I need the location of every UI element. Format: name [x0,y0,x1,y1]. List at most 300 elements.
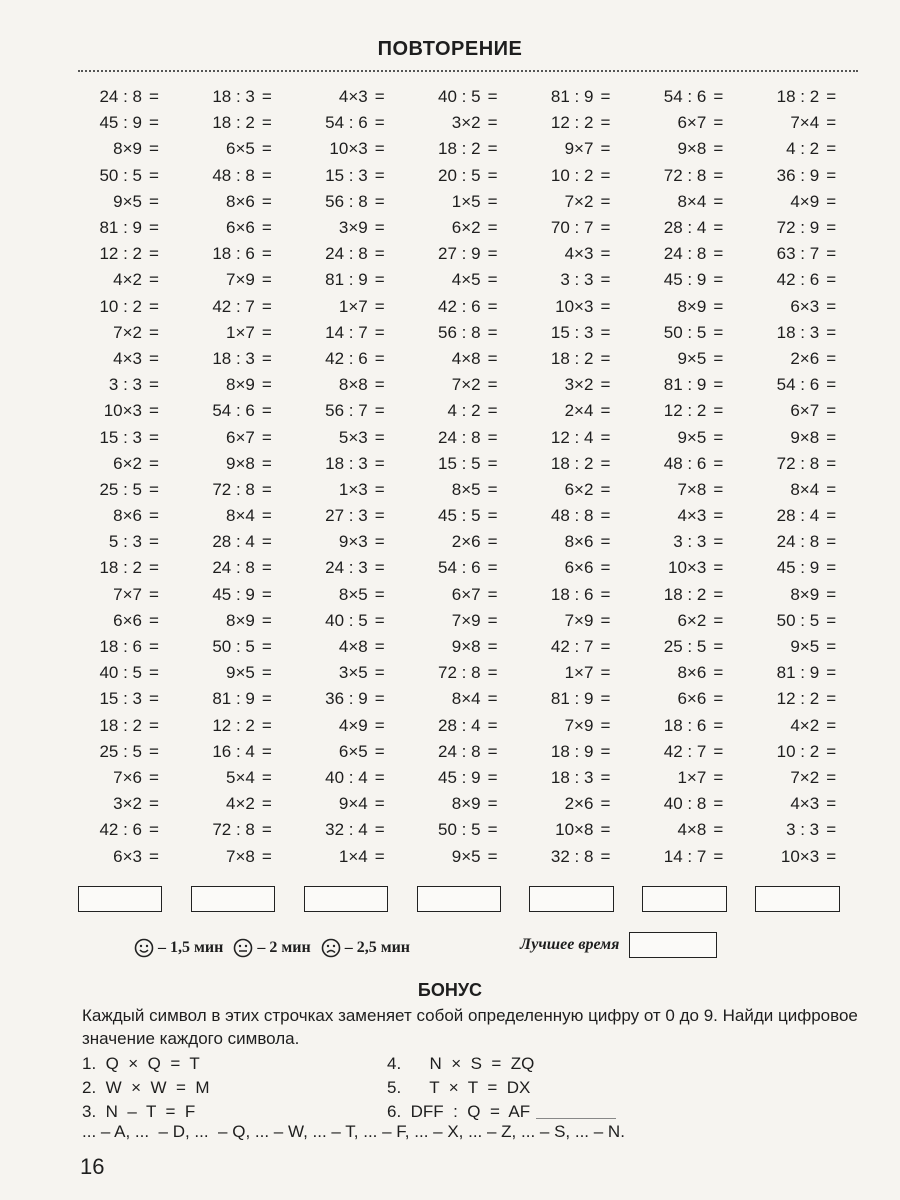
exercise-cell[interactable] [409,166,522,186]
exercise-cell[interactable] [296,611,409,631]
exercise-expression: 6×5 [226,139,255,159]
equals-sign: = [826,506,837,526]
exercise-cell[interactable] [747,349,860,369]
exercise-row [70,791,860,817]
exercise-cell[interactable] [183,558,296,578]
exercise-cell[interactable] [183,585,296,605]
equals-sign: = [261,113,272,133]
exercise-cell[interactable] [634,506,747,526]
equals-sign: = [826,637,837,657]
exercise-cell[interactable] [409,506,522,526]
exercise-cell[interactable] [634,637,747,657]
exercise-cell[interactable] [634,532,747,552]
exercise-expression: 3×5 [338,663,368,683]
exercise-cell[interactable] [747,637,860,657]
exercise-expression: 15 : 3 [325,165,368,185]
exercise-cell[interactable] [634,139,747,159]
time-answer-box[interactable] [191,886,275,912]
exercise-cell[interactable] [183,454,296,474]
exercise-expression: 8×6 [113,506,142,526]
exercise-cell[interactable] [521,506,634,526]
exercise-expression: 6×3 [113,846,142,866]
exercise-cell[interactable] [70,480,183,500]
exercise-cell[interactable] [70,428,183,448]
exercise-cell[interactable] [747,297,860,317]
exercise-cell[interactable] [296,663,409,683]
equals-sign: = [600,558,611,578]
exercise-cell[interactable] [70,847,183,867]
exercise-cell[interactable] [521,716,634,736]
exercise-cell[interactable] [409,323,522,343]
exercise-cell[interactable] [747,166,860,186]
exercise-expression: 8×5 [451,479,481,499]
exercise-cell[interactable] [296,585,409,605]
exercise-cell[interactable] [296,297,409,317]
exercise-cell[interactable] [70,192,183,212]
exercise-cell[interactable] [634,794,747,814]
exercise-cell[interactable] [521,218,634,238]
exercise-cell[interactable] [409,820,522,840]
exercise-cell[interactable] [747,401,860,421]
exercise-cell[interactable] [296,323,409,343]
exercise-cell[interactable] [521,742,634,762]
exercise-cell[interactable] [634,270,747,290]
exercise-expression: 9×8 [226,453,255,473]
exercise-cell[interactable] [747,244,860,264]
best-time-box[interactable] [629,932,717,958]
exercise-expression: 12 : 2 [99,244,142,264]
exercise-cell[interactable] [183,270,296,290]
best-time-label: Лучшее время [520,936,620,953]
exercise-cell[interactable] [296,847,409,867]
exercise-cell[interactable] [409,716,522,736]
exercise-cell[interactable] [70,87,183,107]
exercise-cell[interactable] [70,166,183,186]
time-answer-box[interactable] [304,886,388,912]
exercise-cell[interactable] [70,689,183,709]
exercise-cell[interactable] [409,244,522,264]
exercise-cell[interactable] [634,689,747,709]
exercise-cell[interactable] [409,558,522,578]
exercise-cell[interactable] [183,349,296,369]
exercise-expression: 42 : 6 [99,820,142,840]
exercise-cell[interactable] [634,480,747,500]
exercise-cell[interactable] [183,297,296,317]
exercise-cell[interactable] [70,218,183,238]
exercise-cell[interactable] [296,768,409,788]
exercise-cell[interactable] [521,166,634,186]
time-answer-box[interactable] [529,886,613,912]
exercise-cell[interactable] [634,297,747,317]
exercise-cell[interactable] [747,375,860,395]
exercise-cell[interactable] [409,349,522,369]
exercise-expression: 54 : 6 [212,401,255,421]
exercise-expression: 54 : 6 [325,113,368,133]
exercise-cell[interactable] [409,794,522,814]
exercise-cell[interactable] [747,663,860,683]
exercise-cell[interactable] [747,87,860,107]
exercise-cell[interactable] [409,270,522,290]
exercise-cell[interactable] [70,401,183,421]
exercise-cell[interactable] [183,113,296,133]
exercise-cell[interactable] [70,375,183,395]
equals-sign: = [149,558,159,578]
equals-sign: = [600,401,611,421]
exercise-cell[interactable] [521,139,634,159]
exercise-cell[interactable] [183,768,296,788]
exercise-row [70,634,860,660]
exercise-cell[interactable] [521,270,634,290]
exercise-cell[interactable] [70,113,183,133]
exercise-cell[interactable] [296,87,409,107]
exercise-expression: 3×2 [451,113,481,133]
exercise-expression: 63 : 7 [776,244,820,264]
exercise-expression: 18 : 2 [99,715,142,735]
exercise-cell[interactable] [747,532,860,552]
exercise-cell[interactable] [296,139,409,159]
exercise-cell[interactable] [409,113,522,133]
exercise-expression: 1×4 [338,846,368,866]
exercise-cell[interactable] [521,794,634,814]
equals-sign: = [261,296,272,316]
exercise-cell[interactable] [409,689,522,709]
exercise-cell[interactable] [409,585,522,605]
exercise-cell[interactable] [747,192,860,212]
exercise-cell[interactable] [634,166,747,186]
exercise-cell[interactable] [183,428,296,448]
exercise-cell[interactable] [70,716,183,736]
exercise-cell[interactable] [747,716,860,736]
equals-sign: = [826,689,837,709]
exercise-expression: 42 : 7 [212,296,255,316]
exercise-cell[interactable] [70,297,183,317]
exercise-cell[interactable] [296,637,409,657]
exercise-cell[interactable] [634,428,747,448]
answer-line[interactable] [536,1105,616,1119]
exercise-cell[interactable] [296,349,409,369]
exercise-cell[interactable] [634,401,747,421]
exercise-expression: 7×2 [113,322,142,342]
time-answer-box[interactable] [417,886,501,912]
exercise-cell[interactable] [70,506,183,526]
equals-sign: = [149,663,159,683]
exercise-expression: 2×6 [790,348,820,368]
exercise-cell[interactable] [747,611,860,631]
exercise-cell[interactable] [747,742,860,762]
exercise-cell[interactable] [521,637,634,657]
exercise-cell[interactable] [747,585,860,605]
exercise-expression: 18 : 2 [663,584,707,604]
equals-sign: = [374,270,385,290]
equals-sign: = [149,741,159,761]
equals-sign: = [487,139,498,159]
exercise-cell[interactable] [183,218,296,238]
exercise-expression: 24 : 8 [212,558,255,578]
exercise-cell[interactable] [183,532,296,552]
exercise-expression: 1×7 [677,767,707,787]
exercise-cell[interactable] [183,192,296,212]
exercise-cell[interactable] [70,558,183,578]
equals-sign: = [713,348,724,368]
exercise-cell[interactable] [296,454,409,474]
exercise-cell[interactable] [409,532,522,552]
exercise-cell[interactable] [409,192,522,212]
exercise-cell[interactable] [70,454,183,474]
exercise-cell[interactable] [183,87,296,107]
exercise-cell[interactable] [521,192,634,212]
time-answer-box[interactable] [642,886,726,912]
exercise-expression: 5×3 [338,427,368,447]
exercise-cell[interactable] [70,663,183,683]
exercise-cell[interactable] [634,585,747,605]
exercise-cell[interactable] [409,401,522,421]
exercise-cell[interactable] [409,139,522,159]
exercise-cell[interactable] [521,480,634,500]
exercise-cell[interactable] [747,270,860,290]
exercise-cell[interactable] [521,323,634,343]
exercise-cell[interactable] [296,375,409,395]
exercise-cell[interactable] [747,794,860,814]
exercise-expression: 8×6 [226,191,255,211]
exercise-cell[interactable] [747,218,860,238]
exercise-cell[interactable] [521,532,634,552]
exercise-cell[interactable] [183,166,296,186]
exercise-cell[interactable] [296,401,409,421]
exercise-cell[interactable] [183,323,296,343]
equals-sign: = [487,427,498,447]
exercise-cell[interactable] [296,532,409,552]
exercise-cell[interactable] [521,349,634,369]
exercise-cell[interactable] [183,689,296,709]
exercise-cell[interactable] [409,742,522,762]
exercise-expression: 3 : 3 [786,820,820,840]
exercise-cell[interactable] [70,794,183,814]
exercise-cell[interactable] [70,349,183,369]
exercise-expression: 72 : 8 [212,479,255,499]
exercise-cell[interactable] [747,480,860,500]
exercise-cell[interactable] [296,192,409,212]
exercise-cell[interactable] [70,820,183,840]
exercise-cell[interactable] [747,820,860,840]
exercise-cell[interactable] [296,558,409,578]
exercise-row [70,294,860,320]
exercise-expression: 42 : 7 [550,637,594,657]
exercise-cell[interactable] [634,820,747,840]
equals-sign: = [487,689,498,709]
exercise-cell[interactable] [634,716,747,736]
exercise-cell[interactable] [409,297,522,317]
exercise-cell[interactable] [521,244,634,264]
exercise-cell[interactable] [634,611,747,631]
equals-sign: = [149,610,159,630]
exercise-cell[interactable] [409,218,522,238]
exercise-cell[interactable] [183,401,296,421]
exercise-expression: 72 : 9 [776,218,820,238]
equals-sign: = [374,401,385,421]
exercise-cell[interactable] [634,847,747,867]
exercise-expression: 3×2 [113,794,142,814]
exercise-cell[interactable] [70,637,183,657]
exercise-cell[interactable] [409,611,522,631]
equals-sign: = [149,532,159,552]
exercise-cell[interactable] [409,637,522,657]
time-answer-box[interactable] [78,886,162,912]
exercise-expression: 10×3 [555,296,594,316]
equals-sign: = [713,715,724,735]
exercise-cell[interactable] [747,139,860,159]
exercise-expression: 8×4 [677,191,707,211]
exercise-cell[interactable] [296,270,409,290]
equals-sign: = [487,191,498,211]
exercise-cell[interactable] [183,139,296,159]
exercise-cell[interactable] [409,663,522,683]
exercise-cell[interactable] [183,847,296,867]
exercise-row [70,424,860,450]
exercise-cell[interactable] [296,794,409,814]
exercise-cell[interactable] [183,244,296,264]
exercise-cell[interactable] [521,454,634,474]
exercise-cell[interactable] [409,768,522,788]
exercise-cell[interactable] [70,323,183,343]
exercise-cell[interactable] [409,454,522,474]
exercise-cell[interactable] [296,480,409,500]
exercise-cell[interactable] [70,270,183,290]
exercise-cell[interactable] [70,585,183,605]
exercise-expression: 4×3 [564,244,594,264]
exercise-cell[interactable] [183,663,296,683]
exercise-cell[interactable] [634,349,747,369]
exercise-expression: 28 : 4 [663,218,707,238]
exercise-cell[interactable] [634,113,747,133]
exercise-cell[interactable] [521,663,634,683]
exercise-cell[interactable] [634,244,747,264]
exercise-cell[interactable] [70,139,183,159]
exercise-cell[interactable] [296,506,409,526]
exercise-cell[interactable] [521,87,634,107]
exercise-expression: 8×6 [677,663,707,683]
exercise-cell[interactable] [521,847,634,867]
puzzle-item: 2. W × W = M [82,1078,210,1097]
exercise-cell[interactable] [183,506,296,526]
exercise-cell[interactable] [634,663,747,683]
exercise-cell[interactable] [747,454,860,474]
exercise-cell[interactable] [183,637,296,657]
exercise-cell[interactable] [296,820,409,840]
exercise-cell[interactable] [521,585,634,605]
exercise-expression: 14 : 7 [663,846,707,866]
exercise-cell[interactable] [183,820,296,840]
exercise-cell[interactable] [183,794,296,814]
exercise-cell[interactable] [634,218,747,238]
exercise-cell[interactable] [634,87,747,107]
exercise-cell[interactable] [521,820,634,840]
equals-sign: = [261,218,272,238]
exercise-row [70,608,860,634]
exercise-cell[interactable] [183,742,296,762]
exercise-cell[interactable] [747,558,860,578]
exercise-cell[interactable] [409,480,522,500]
exercise-cell[interactable] [409,847,522,867]
exercise-cell[interactable] [747,428,860,448]
exercise-cell[interactable] [521,375,634,395]
equals-sign: = [826,453,837,473]
exercise-cell[interactable] [409,375,522,395]
exercise-cell[interactable] [521,611,634,631]
exercise-cell[interactable] [183,716,296,736]
exercise-cell[interactable] [521,689,634,709]
exercise-cell[interactable] [634,375,747,395]
exercise-cell[interactable] [521,297,634,317]
exercise-cell[interactable] [296,716,409,736]
exercise-cell[interactable] [183,611,296,631]
equals-sign: = [713,244,724,264]
exercise-cell[interactable] [747,847,860,867]
exercise-cell[interactable] [296,742,409,762]
exercise-cell[interactable] [409,87,522,107]
exercise-cell[interactable] [70,742,183,762]
exercise-cell[interactable] [296,113,409,133]
exercise-cell[interactable] [747,689,860,709]
equals-sign: = [261,427,272,447]
equals-sign: = [600,244,611,264]
exercise-cell[interactable] [521,428,634,448]
equals-sign: = [826,87,837,107]
equals-sign: = [826,820,837,840]
exercise-cell[interactable] [521,768,634,788]
exercise-cell[interactable] [521,113,634,133]
exercise-cell[interactable] [634,192,747,212]
exercise-expression: 45 : 9 [776,558,820,578]
exercise-expression: 2×6 [451,532,481,552]
exercise-cell[interactable] [70,532,183,552]
exercise-cell[interactable] [634,742,747,762]
exercise-cell[interactable] [296,166,409,186]
exercise-cell[interactable] [747,506,860,526]
exercise-cell[interactable] [183,375,296,395]
exercise-cell[interactable] [296,689,409,709]
exercise-cell[interactable] [70,244,183,264]
equals-sign: = [149,113,159,133]
exercise-cell[interactable] [296,428,409,448]
dotted-divider [78,70,858,72]
exercise-cell[interactable] [521,401,634,421]
exercise-cell[interactable] [70,611,183,631]
exercise-cell[interactable] [183,480,296,500]
exercise-cell[interactable] [747,113,860,133]
exercise-cell[interactable] [634,323,747,343]
exercise-cell[interactable] [296,218,409,238]
exercise-cell[interactable] [296,244,409,264]
exercise-cell[interactable] [634,558,747,578]
exercise-cell[interactable] [521,558,634,578]
exercise-cell[interactable] [747,323,860,343]
exercise-cell[interactable] [409,428,522,448]
equals-sign: = [261,270,272,290]
exercise-cell[interactable] [747,768,860,788]
equals-sign: = [600,820,611,840]
equals-sign: = [261,584,272,604]
exercise-cell[interactable] [634,768,747,788]
equals-sign: = [374,191,385,211]
exercise-expression: 50 : 5 [776,610,820,630]
time-answer-box[interactable] [755,886,839,912]
exercise-cell[interactable] [70,768,183,788]
equals-sign: = [149,270,159,290]
equals-sign: = [487,453,498,473]
exercise-row [70,660,860,686]
exercise-cell[interactable] [634,454,747,474]
exercise-expression: 7×7 [113,584,142,604]
